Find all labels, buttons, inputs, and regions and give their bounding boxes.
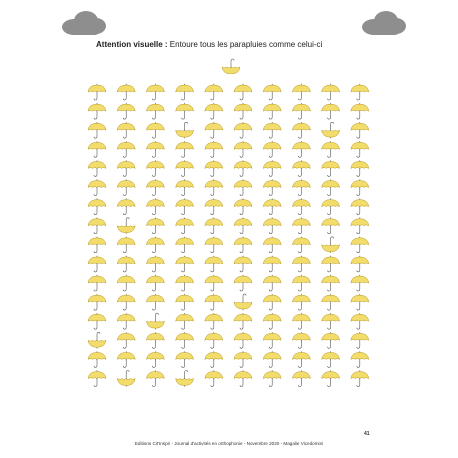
grid-umbrella[interactable] (176, 141, 194, 157)
grid-umbrella[interactable] (234, 351, 252, 367)
grid-umbrella[interactable] (146, 141, 164, 157)
grid-umbrella[interactable] (117, 84, 135, 100)
grid-umbrella[interactable] (205, 179, 223, 195)
grid-umbrella[interactable] (292, 294, 310, 310)
grid-umbrella[interactable] (234, 122, 252, 138)
grid-umbrella[interactable] (88, 122, 106, 138)
grid-umbrella[interactable] (205, 237, 223, 253)
grid-umbrella[interactable] (322, 237, 340, 253)
grid-umbrella[interactable] (205, 370, 223, 386)
grid-umbrella[interactable] (88, 218, 106, 234)
grid-umbrella[interactable] (351, 275, 369, 291)
grid-umbrella[interactable] (117, 275, 135, 291)
grid-umbrella[interactable] (263, 237, 281, 253)
grid-umbrella[interactable] (234, 179, 252, 195)
grid-umbrella[interactable] (322, 256, 340, 272)
grid-umbrella[interactable] (146, 294, 164, 310)
grid-umbrella[interactable] (351, 351, 369, 367)
grid-umbrella[interactable] (322, 198, 340, 214)
grid-umbrella[interactable] (322, 122, 340, 138)
grid-umbrella[interactable] (88, 179, 106, 195)
grid-umbrella[interactable] (263, 351, 281, 367)
grid-umbrella[interactable] (322, 294, 340, 310)
grid-umbrella[interactable] (146, 103, 164, 119)
grid-umbrella[interactable] (205, 351, 223, 367)
grid-umbrella[interactable] (117, 256, 135, 272)
grid-umbrella[interactable] (234, 294, 252, 310)
grid-umbrella[interactable] (351, 332, 369, 348)
grid-umbrella[interactable] (117, 371, 135, 387)
grid-umbrella[interactable] (322, 275, 340, 291)
grid-umbrella[interactable] (205, 141, 223, 157)
grid-umbrella[interactable] (88, 294, 106, 310)
grid-umbrella[interactable] (263, 218, 281, 234)
grid-umbrella[interactable] (263, 256, 281, 272)
grid-umbrella[interactable] (234, 160, 252, 176)
grid-umbrella[interactable] (351, 313, 369, 329)
grid-umbrella[interactable] (117, 351, 135, 367)
grid-umbrella[interactable] (263, 122, 281, 138)
grid-umbrella[interactable] (234, 256, 252, 272)
grid-umbrella[interactable] (88, 198, 106, 214)
grid-umbrella[interactable] (322, 313, 340, 329)
grid-umbrella[interactable] (263, 84, 281, 100)
grid-umbrella[interactable] (351, 103, 369, 119)
grid-umbrella[interactable] (263, 179, 281, 195)
grid-umbrella[interactable] (205, 122, 223, 138)
grid-umbrella[interactable] (263, 198, 281, 214)
grid-umbrella[interactable] (88, 332, 106, 348)
grid-umbrella[interactable] (88, 237, 106, 253)
grid-umbrella[interactable] (322, 218, 340, 234)
grid-umbrella[interactable] (263, 275, 281, 291)
grid-umbrella[interactable] (263, 313, 281, 329)
grid-umbrella[interactable] (176, 84, 194, 100)
grid-umbrella[interactable] (234, 237, 252, 253)
grid-umbrella[interactable] (234, 218, 252, 234)
grid-umbrella[interactable] (146, 179, 164, 195)
grid-umbrella[interactable] (263, 332, 281, 348)
grid-umbrella[interactable] (117, 122, 135, 138)
grid-umbrella[interactable] (176, 332, 194, 348)
grid-umbrella[interactable] (205, 103, 223, 119)
grid-umbrella[interactable] (322, 179, 340, 195)
grid-umbrella[interactable] (88, 141, 106, 157)
grid-umbrella[interactable] (146, 313, 164, 329)
grid-umbrella[interactable] (88, 313, 106, 329)
grid-umbrella[interactable] (263, 370, 281, 386)
grid-umbrella[interactable] (146, 84, 164, 100)
grid-umbrella[interactable] (146, 198, 164, 214)
grid-umbrella[interactable] (292, 351, 310, 367)
grid-umbrella[interactable] (292, 313, 310, 329)
grid-umbrella[interactable] (176, 218, 194, 234)
grid-umbrella[interactable] (292, 141, 310, 157)
grid-umbrella[interactable] (176, 198, 194, 214)
grid-umbrella[interactable] (351, 141, 369, 157)
grid-umbrella[interactable] (176, 351, 194, 367)
grid-umbrella[interactable] (292, 370, 310, 386)
grid-umbrella[interactable] (117, 294, 135, 310)
grid-umbrella[interactable] (117, 160, 135, 176)
grid-umbrella[interactable] (176, 179, 194, 195)
grid-umbrella[interactable] (205, 256, 223, 272)
grid-umbrella[interactable] (146, 122, 164, 138)
grid-umbrella[interactable] (292, 332, 310, 348)
grid-umbrella[interactable] (292, 160, 310, 176)
grid-umbrella[interactable] (351, 218, 369, 234)
grid-umbrella[interactable] (117, 237, 135, 253)
grid-umbrella[interactable] (146, 275, 164, 291)
grid-umbrella[interactable] (292, 122, 310, 138)
grid-umbrella[interactable] (234, 84, 252, 100)
grid-umbrella[interactable] (263, 103, 281, 119)
grid-umbrella[interactable] (146, 370, 164, 386)
grid-umbrella[interactable] (146, 256, 164, 272)
grid-umbrella[interactable] (88, 160, 106, 176)
footer-credits: Editions Cit'Inspir - Journal d'activités en orthophonie - Novembre 2020 - Magalie Vicedomini (134, 441, 324, 446)
grid-umbrella[interactable] (146, 351, 164, 367)
grid-umbrella[interactable] (263, 141, 281, 157)
grid-umbrella[interactable] (205, 294, 223, 310)
grid-umbrella[interactable] (351, 370, 369, 386)
grid-umbrella[interactable] (322, 370, 340, 386)
grid-umbrella[interactable] (176, 103, 194, 119)
grid-umbrella[interactable] (292, 275, 310, 291)
grid-umbrella[interactable] (351, 256, 369, 272)
grid-umbrella[interactable] (351, 237, 369, 253)
grid-umbrella[interactable] (322, 103, 340, 119)
grid-umbrella[interactable] (351, 179, 369, 195)
grid-umbrella[interactable] (146, 332, 164, 348)
grid-umbrella[interactable] (205, 218, 223, 234)
grid-umbrella[interactable] (88, 103, 106, 119)
grid-umbrella[interactable] (176, 122, 194, 138)
grid-umbrella[interactable] (292, 218, 310, 234)
grid-umbrella[interactable] (176, 275, 194, 291)
grid-umbrella[interactable] (234, 103, 252, 119)
grid-umbrella[interactable] (292, 198, 310, 214)
grid-umbrella[interactable] (117, 332, 135, 348)
instruction-body: Entoure tous les parapluies comme celui-ci (169, 40, 323, 49)
page-number: 41 (364, 431, 370, 437)
grid-umbrella[interactable] (292, 84, 310, 100)
grid-umbrella[interactable] (351, 294, 369, 310)
grid-umbrella[interactable] (322, 160, 340, 176)
grid-umbrella[interactable] (88, 275, 106, 291)
grid-umbrella[interactable] (234, 141, 252, 157)
grid-umbrella[interactable] (117, 218, 135, 234)
grid-umbrella[interactable] (205, 84, 223, 100)
grid-umbrella[interactable] (292, 179, 310, 195)
grid-umbrella[interactable] (88, 351, 106, 367)
grid-umbrella[interactable] (205, 160, 223, 176)
grid-umbrella[interactable] (88, 84, 106, 100)
instruction-lead: Attention visuelle : (96, 40, 168, 49)
grid-umbrella[interactable] (205, 313, 223, 329)
grid-umbrella[interactable] (322, 84, 340, 100)
grid-umbrella[interactable] (205, 198, 223, 214)
grid-umbrella[interactable] (117, 313, 135, 329)
grid-umbrella[interactable] (88, 256, 106, 272)
grid-umbrella[interactable] (292, 103, 310, 119)
grid-umbrella[interactable] (234, 275, 252, 291)
grid-umbrella[interactable] (234, 313, 252, 329)
grid-umbrella[interactable] (351, 84, 369, 100)
grid-umbrella[interactable] (176, 237, 194, 253)
grid-umbrella[interactable] (146, 160, 164, 176)
grid-umbrella[interactable] (322, 332, 340, 348)
grid-umbrella[interactable] (292, 237, 310, 253)
grid-umbrella[interactable] (234, 198, 252, 214)
grid-umbrella[interactable] (117, 103, 135, 119)
grid-umbrella[interactable] (292, 256, 310, 272)
grid-umbrella[interactable] (263, 160, 281, 176)
grid-umbrella[interactable] (176, 160, 194, 176)
grid-umbrella[interactable] (176, 294, 194, 310)
grid-umbrella[interactable] (146, 237, 164, 253)
grid-umbrella[interactable] (351, 160, 369, 176)
grid-umbrella[interactable] (176, 371, 194, 387)
grid-umbrella[interactable] (205, 275, 223, 291)
grid-umbrella[interactable] (205, 332, 223, 348)
grid-umbrella[interactable] (146, 218, 164, 234)
grid-umbrella[interactable] (351, 198, 369, 214)
grid-umbrella[interactable] (263, 294, 281, 310)
grid-umbrella[interactable] (176, 313, 194, 329)
grid-umbrella[interactable] (117, 179, 135, 195)
grid-umbrella[interactable] (322, 141, 340, 157)
grid-umbrella[interactable] (88, 370, 106, 386)
grid-umbrella[interactable] (234, 332, 252, 348)
grid-umbrella[interactable] (351, 122, 369, 138)
grid-umbrella[interactable] (322, 351, 340, 367)
grid-umbrella[interactable] (176, 256, 194, 272)
grid-umbrella[interactable] (234, 370, 252, 386)
grid-umbrella[interactable] (117, 141, 135, 157)
grid-umbrella[interactable] (117, 198, 135, 214)
